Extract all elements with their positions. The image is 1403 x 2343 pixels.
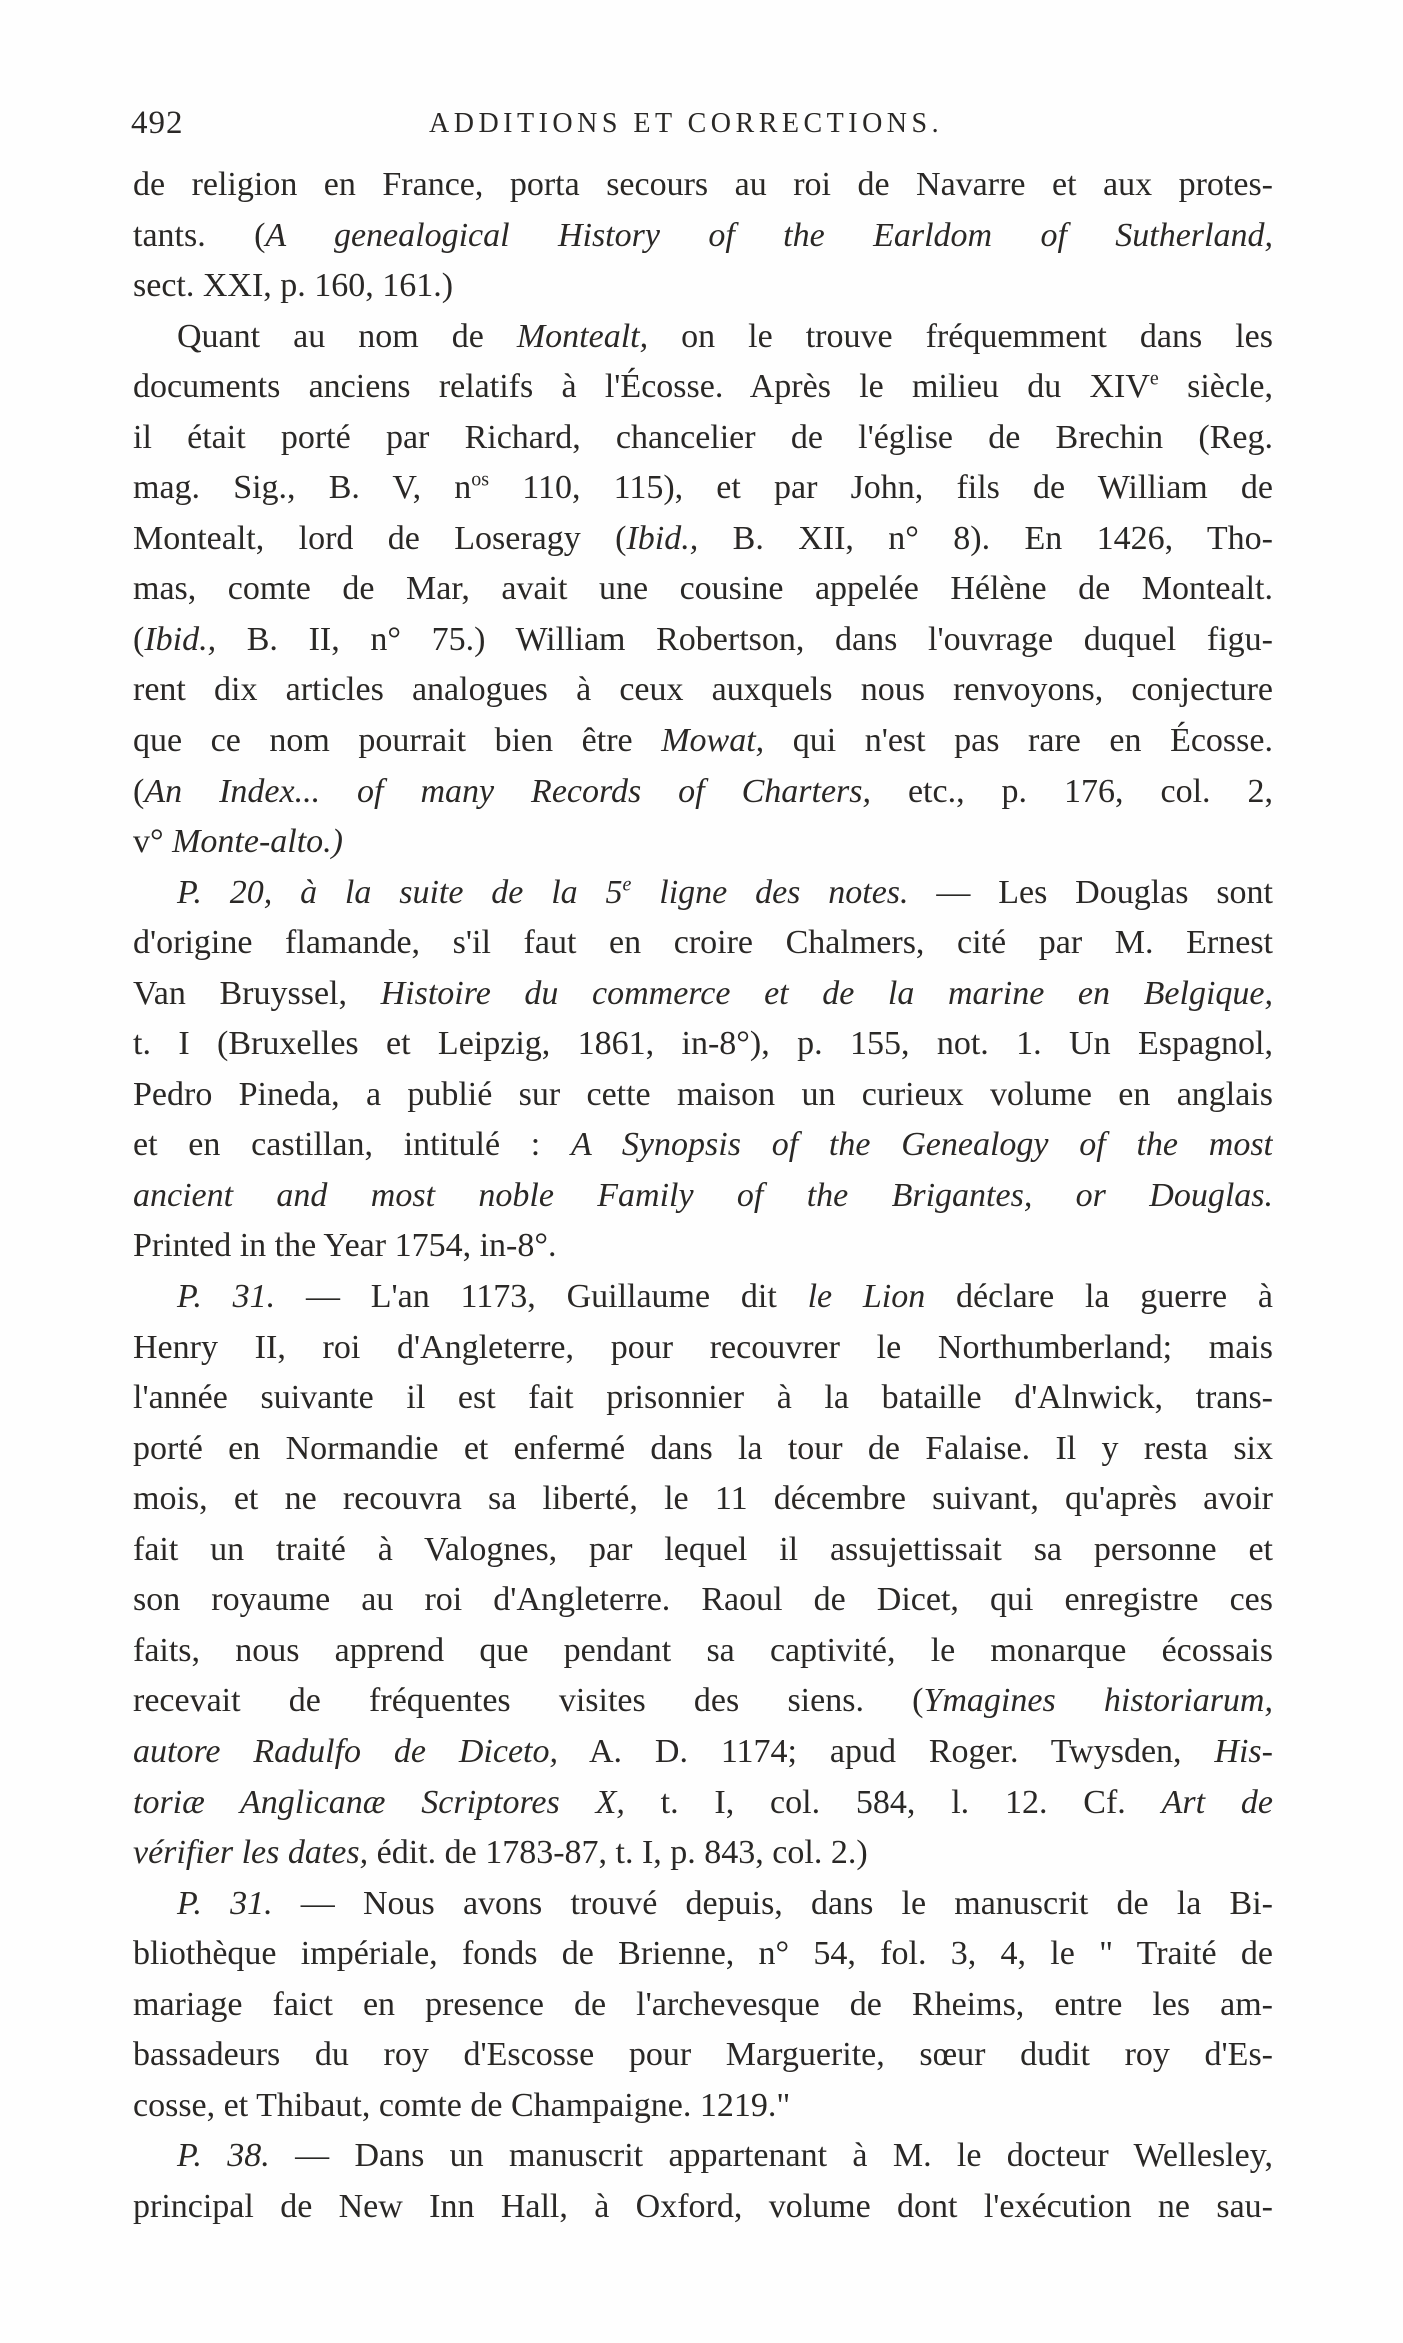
text-span: fait un traité à Valognes, par lequel il assujettissait sa personne et [133, 1530, 1273, 1568]
superscript: os [471, 468, 490, 491]
italic-text: Mowat, [661, 722, 765, 760]
text-line [133, 1676, 1273, 1727]
text-span: — Nous avons trouvé depuis, dans le manuscrit de la Bi- [272, 1884, 1273, 1922]
text-line [133, 160, 1273, 211]
italic-text: P. 31. [177, 1884, 273, 1922]
running-title: ADDITIONS ET CORRECTIONS. [429, 108, 944, 139]
text-span: mariage faict en presence de l'archevesque de Rheims, entre les am- [133, 1985, 1273, 2023]
text-line [133, 211, 1273, 262]
italic-text: Ibid., [626, 519, 699, 557]
text-line [133, 564, 1273, 615]
text-span: A. D. 1174; apud Roger. Twysden, [557, 1732, 1215, 1770]
text-span: Montealt, lord de Loseragy ( [133, 519, 627, 557]
text-span: t. I (Bruxelles et Leipzig, 1861, in-8°), p. 155, not. 1. Un Espagnol, [133, 1025, 1273, 1063]
text-line [133, 817, 1273, 868]
text-span: ( [133, 620, 145, 658]
italic-text: An Index... of many Records of Charters, [144, 772, 871, 810]
text-line [133, 463, 1273, 514]
italic-text: autore Radulfo de Diceto, [133, 1732, 558, 1770]
italic-text: Art de [1161, 1783, 1273, 1821]
text-line [133, 1171, 1273, 1222]
text-span: son royaume au roi d'Angleterre. Raoul de Dicet, qui enregistre ces [133, 1581, 1273, 1619]
text-line [133, 1727, 1273, 1778]
text-span: bassadeurs du roy d'Escosse pour Marguerite, sœur dudit roy d'Es- [133, 2036, 1273, 2074]
italic-text: A Synopsis of the Genealogy of the most [571, 1126, 1273, 1164]
text-line [133, 1929, 1273, 1980]
superscript: e [1149, 367, 1159, 390]
text-line [133, 1323, 1273, 1374]
text-line [133, 767, 1273, 818]
text-line [133, 312, 1273, 363]
text-span: et en castillan, intitulé : [133, 1126, 572, 1164]
text-line [133, 1221, 1273, 1272]
italic-text: Histoire du commerce et de la marine en Belgique, [380, 974, 1273, 1012]
text-line [133, 2131, 1273, 2182]
text-line [133, 1019, 1273, 1070]
text-span: on le trouve fréquemment dans les [648, 317, 1273, 355]
text-span: d'origine flamande, s'il faut en croire Chalmers, cité par M. Ernest [133, 924, 1273, 962]
text-span: faits, nous apprend que pendant sa captivité, le monarque écossais [133, 1631, 1273, 1669]
text-span: mag. Sig., B. V, n [133, 469, 472, 507]
italic-text: P. 20, à la suite de la 5 [177, 873, 623, 911]
text-line [133, 1424, 1273, 1475]
italic-text: Monte-alto.) [172, 823, 344, 861]
text-span: B. II, n° 75.) William Robertson, dans l'ouvrage duquel figu- [216, 620, 1273, 658]
italic-text: Ymagines historiarum, [923, 1682, 1273, 1720]
text-span: Henry II, roi d'Angleterre, pour recouvrer le Northumberland; mais [133, 1328, 1273, 1366]
text-span: — L'an 1173, Guillaume dit [275, 1278, 808, 1316]
italic-text: Montealt, [516, 317, 649, 355]
text-span: v° [133, 823, 173, 861]
text-line [133, 1778, 1273, 1829]
text-span: il était porté par Richard, chancelier de l'église de Brechin (Reg. [133, 418, 1273, 456]
italic-text: ancient and most noble Family of the Brigantes, or Douglas. [133, 1176, 1273, 1214]
page-number: 492 [131, 105, 184, 141]
text-span: Printed in the Year 1754, in-8°. [133, 1227, 557, 1265]
italic-text: le Lion [807, 1278, 926, 1316]
text-line [133, 1879, 1273, 1930]
text-span: mas, comte de Mar, avait une cousine appelée Hélène de Montealt. [133, 570, 1273, 608]
text-span: mois, et ne recouvra sa liberté, le 11 décembre suivant, qu'après avoir [133, 1480, 1273, 1518]
text-line [133, 1373, 1273, 1424]
text-line [133, 1575, 1273, 1626]
text-line [133, 1474, 1273, 1525]
text-span: — Dans un manuscrit appartenant à M. le docteur Wellesley, [269, 2137, 1273, 2175]
page-header [131, 105, 1281, 155]
text-line [133, 514, 1273, 565]
text-span: sect. XXI, p. 160, 161.) [133, 267, 454, 305]
text-line [133, 413, 1273, 464]
italic-text: A genealogical History of the Earldom of Sutherland, [265, 216, 1273, 254]
text-span: édit. de 1783-87, t. I, p. 843, col. 2.) [368, 1834, 868, 1872]
text-span: rent dix articles analogues à ceux auxquels nous renvoyons, conjecture [133, 671, 1273, 709]
text-span: Quant au nom de [177, 317, 517, 355]
text-span: que ce nom pourrait bien être [133, 722, 662, 760]
text-span: 110, 115), et par John, fils de William de [489, 469, 1273, 507]
text-span: B. XII, n° 8). En 1426, Tho- [698, 519, 1273, 557]
text-line [133, 261, 1273, 312]
text-line [133, 1272, 1273, 1323]
italic-text: His- [1214, 1732, 1273, 1770]
text-line [133, 615, 1273, 666]
text-line [133, 1980, 1273, 2031]
text-line [133, 969, 1273, 1020]
text-span: porté en Normandie et enfermé dans la tour de Falaise. Il y resta six [133, 1429, 1273, 1467]
body-text [133, 160, 1273, 2232]
text-line [133, 1120, 1273, 1171]
text-line [133, 665, 1273, 716]
text-span: l'année suivante il est fait prisonnier à la bataille d'Alnwick, trans- [133, 1379, 1273, 1417]
text-span: bliothèque impériale, fonds de Brienne, n° 54, fol. 3, 4, le " Traité de [133, 1935, 1273, 1973]
text-line [133, 1828, 1273, 1879]
text-line [133, 1525, 1273, 1576]
text-span: tants. ( [133, 216, 266, 254]
italic-text: P. 38. [177, 2137, 270, 2175]
text-span: Van Bruyssel, [133, 974, 381, 1012]
text-span: t. I, col. 584, l. 12. Cf. [624, 1783, 1162, 1821]
text-line [133, 362, 1273, 413]
text-line [133, 1626, 1273, 1677]
text-line [133, 868, 1273, 919]
text-span: de religion en France, porta secours au roi de Navarre et aux protes- [133, 166, 1273, 203]
text-span: Pedro Pineda, a publié sur cette maison un curieux volume en anglais [133, 1075, 1273, 1113]
italic-text: Ibid., [144, 620, 217, 658]
superscript: e [622, 873, 632, 896]
text-span: etc., p. 176, col. 2, [871, 772, 1273, 810]
italic-text: ligne des notes. [631, 873, 909, 911]
text-span: déclare la guerre à [925, 1278, 1273, 1316]
text-line [133, 918, 1273, 969]
text-line [133, 2030, 1273, 2081]
text-span: qui n'est pas rare en Écosse. [764, 722, 1273, 760]
italic-text: P. 31. [177, 1278, 276, 1316]
italic-text: vérifier les dates, [133, 1834, 369, 1872]
text-line [133, 1070, 1273, 1121]
text-line [133, 2182, 1273, 2233]
text-line [133, 716, 1273, 767]
text-line [133, 2081, 1273, 2132]
text-span: cosse, et Thibaut, comte de Champaigne. 1219." [133, 2086, 791, 2124]
text-span: documents anciens relatifs à l'Écosse. Après le milieu du XIV [133, 368, 1150, 406]
text-span: recevait de fréquentes visites des siens. ( [133, 1682, 924, 1720]
text-span: ( [133, 772, 145, 810]
text-span: principal de New Inn Hall, à Oxford, volume dont l'exécution ne sau- [133, 2187, 1273, 2225]
italic-text: toriæ Anglicanæ Scriptores X, [133, 1783, 625, 1821]
text-span: siècle, [1158, 368, 1273, 406]
text-span: — Les Douglas sont [908, 873, 1273, 911]
